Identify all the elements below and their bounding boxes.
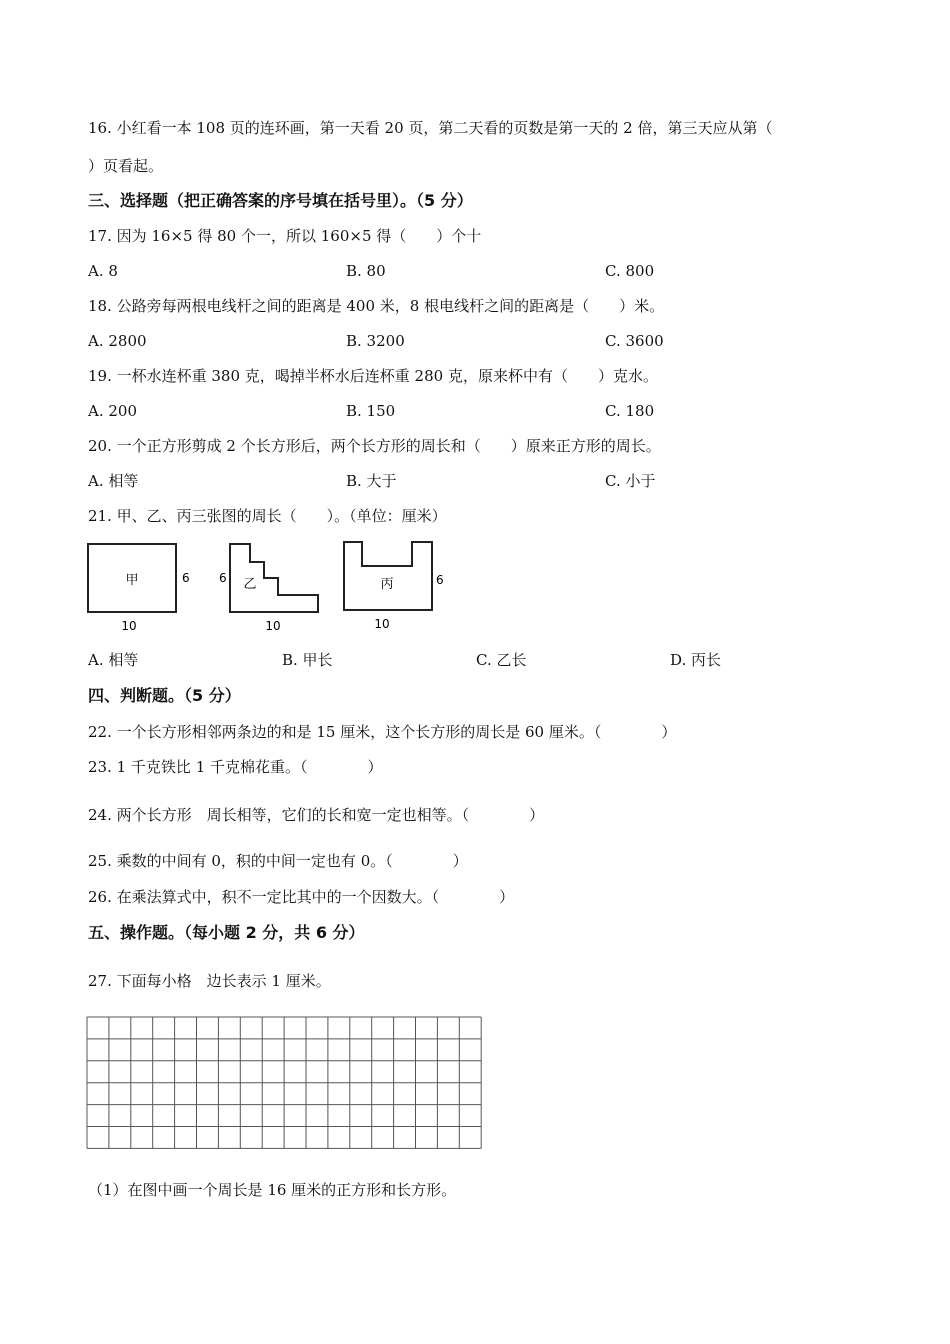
figure-bing-shape [344,542,432,610]
q17-option-b[interactable]: B. 80 [346,262,386,280]
q27-question: 27. 下面每小格 边长表示 1 厘米。 [88,972,331,990]
q17-option-a[interactable]: A. 8 [88,262,118,280]
q18-option-c[interactable]: C. 3600 [605,332,664,350]
figure-bing-label: 丙 [380,577,394,592]
q26-statement: 26. 在乘法算式中，积不一定比其中的一个因数大。（ ） [88,888,515,906]
q23-statement: 23. 1 千克铁比 1 千克棉花重。（ ） [88,758,383,776]
figure-jia-label: 甲 [125,573,139,588]
q18-option-a[interactable]: A. 2800 [88,332,147,350]
q21-option-b[interactable]: B. 甲长 [282,651,333,669]
q21-question: 21. 甲、乙、丙三张图的周长（ ）。（单位：厘米） [88,507,447,525]
section4-title: 四、判断题。（5 分） [88,686,241,705]
figure-bing-side: 6 [436,573,444,587]
figure-yi-side: 6 [219,571,227,585]
q22-statement: 22. 一个长方形相邻两条边的和是 15 厘米，这个长方形的周长是 60 厘米。（ ） [88,723,677,741]
q19-option-b[interactable]: B. 150 [346,402,396,420]
q27-sub1: （1）在图中画一个周长是 16 厘米的正方形和长方形。 [88,1181,457,1199]
q20-option-c[interactable]: C. 小于 [605,472,656,490]
q21-option-d[interactable]: D. 丙长 [670,651,722,669]
figure-jia-bottom: 10 [121,619,137,633]
q20-option-b[interactable]: B. 大于 [346,472,397,490]
figure-bing [340,538,450,637]
q20-option-a[interactable]: A. 相等 [88,472,139,490]
q16-line2: ）页看起。 [88,157,164,175]
q21-option-c[interactable]: C. 乙长 [476,651,527,669]
figure-bing-bottom: 10 [374,617,390,631]
q17-question: 17. 因为 16×5 得 80 个一，所以 160×5 得（ ）个十 [88,227,482,245]
q25-statement: 25. 乘数的中间有 0，积的中间一定也有 0。（ ） [88,852,468,870]
q19-question: 19. 一杯水连杯重 380 克，喝掉半杯水后连杯重 280 克，原来杯中有（ ）克水。 [88,367,658,385]
drawing-grid[interactable] [86,1016,484,1156]
q16-line1: 16. 小红看一本 108 页的连环画，第一天看 20 页，第二天看的页数是第一天的 2 倍，第三天应从第（ [88,119,773,137]
q19-option-a[interactable]: A. 200 [88,402,137,420]
figure-jia [84,540,194,639]
q24-statement: 24. 两个长方形 周长相等，它们的长和宽一定也相等。（ ） [88,806,545,824]
figure-yi-label: 乙 [243,577,257,592]
q18-question: 18. 公路旁每两根电线杆之间的距离是 400 米，8 根电线杆之间的距离是（ ）米。 [88,297,665,315]
figure-yi-bottom: 10 [265,619,281,633]
figure-yi [216,540,326,639]
q20-question: 20. 一个正方形剪成 2 个长方形后，两个长方形的周长和（ ）原来正方形的周长。 [88,437,661,455]
figure-jia-side: 6 [182,571,190,585]
q18-option-b[interactable]: B. 3200 [346,332,405,350]
section5-title: 五、操作题。（每小题 2 分，共 6 分） [88,923,365,942]
q17-option-c[interactable]: C. 800 [605,262,655,280]
q19-option-c[interactable]: C. 180 [605,402,655,420]
section3-title: 三、选择题（把正确答案的序号填在括号里）。（5 分） [88,191,473,210]
q21-option-a[interactable]: A. 相等 [88,651,139,669]
